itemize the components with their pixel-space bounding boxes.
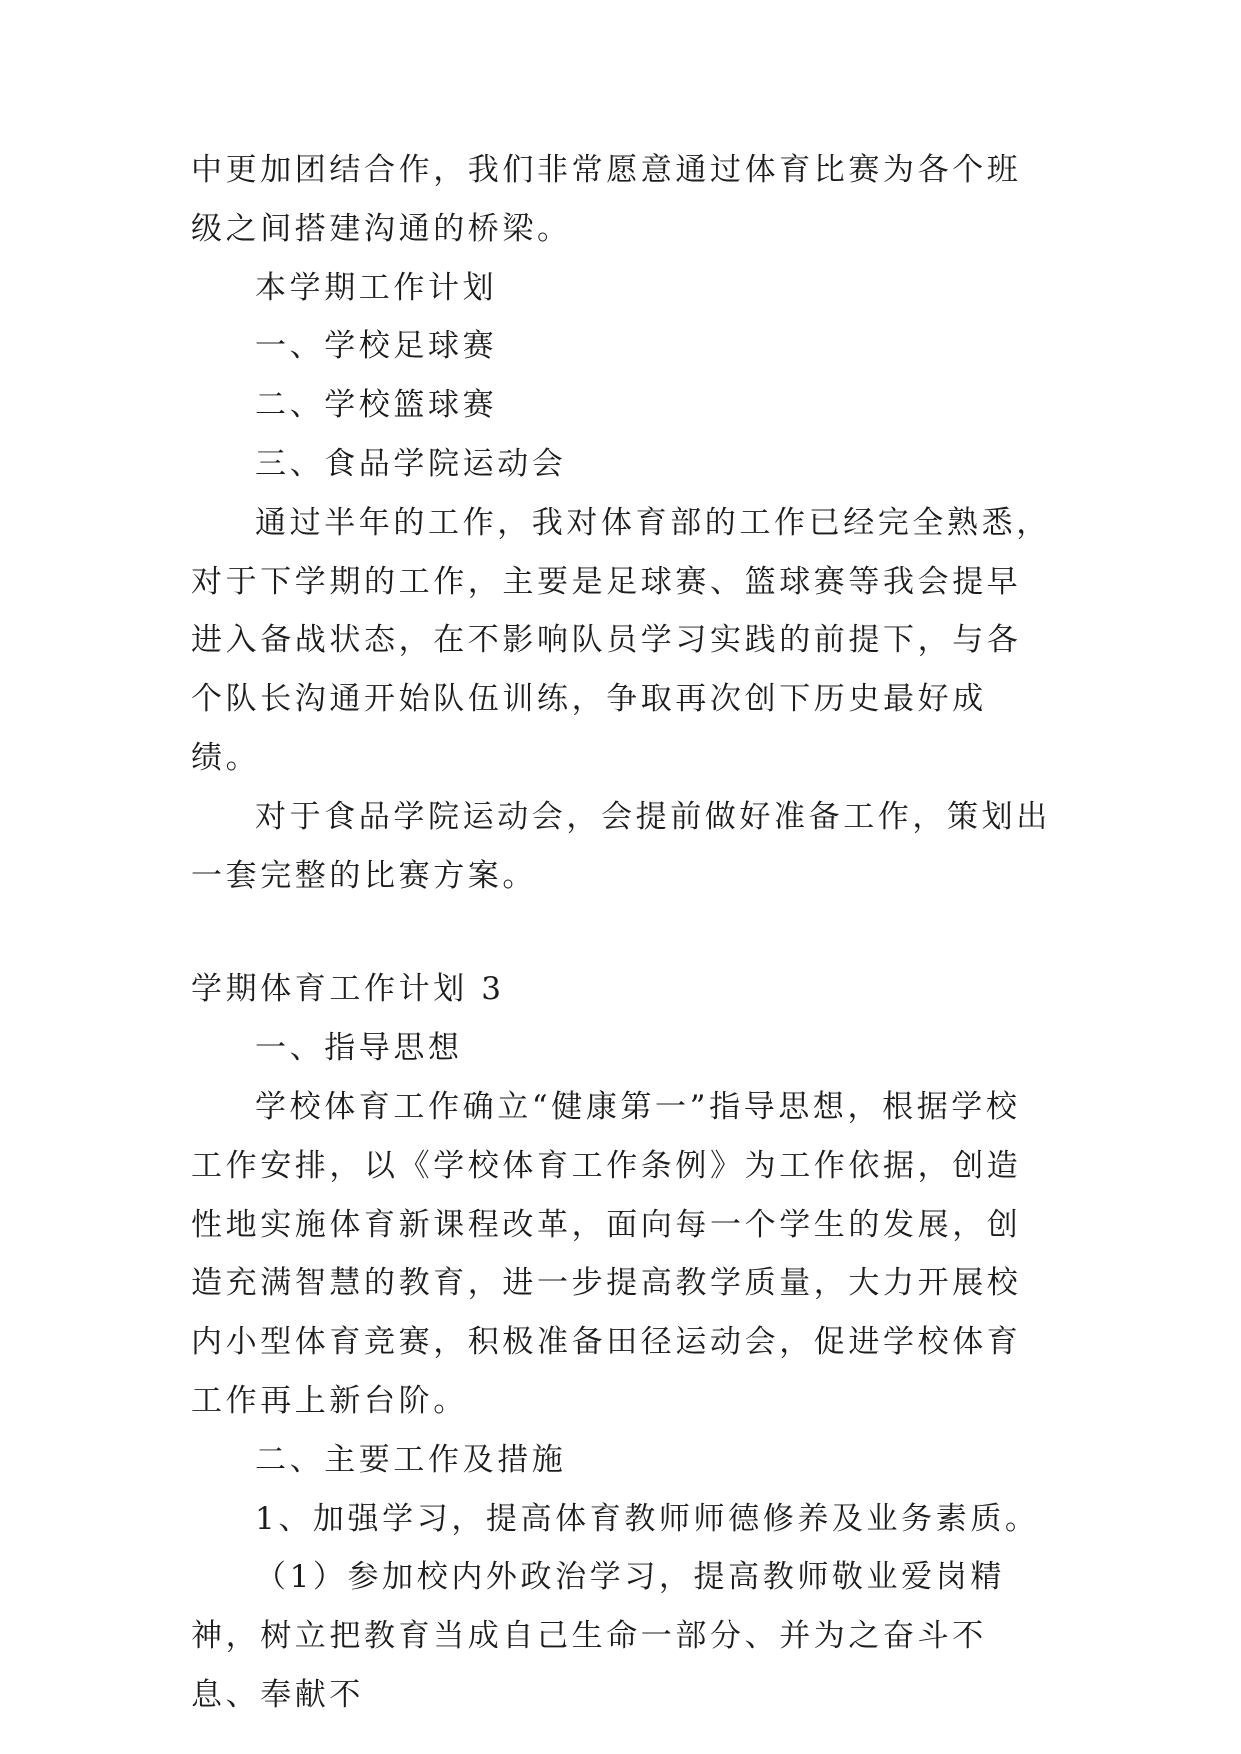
paragraph: 通过半年的工作，我对体育部的工作已经完全熟悉，对于下学期的工作，主要是足球赛、篮球赛等我会提早进入备战状态，在不影响队员学习实践的前提下，与各个队长沟通开始队伍训练，争取再次创下历史最好成绩。 bbox=[191, 504, 1051, 776]
paragraph: 1、加强学习，提高体育教师师德修养及业务素质。 bbox=[255, 1500, 1040, 1537]
plan-heading: 本学期工作计划 bbox=[255, 269, 498, 306]
section-gap bbox=[191, 905, 1053, 960]
subheading: 一、指导思想 bbox=[255, 1030, 463, 1067]
document-body bbox=[191, 141, 1053, 1725]
subheading: 二、主要工作及措施 bbox=[255, 1441, 567, 1478]
plan-item: 二、学校篮球赛 bbox=[255, 387, 498, 424]
paragraph: 学校体育工作确立“健康第一”指导思想，根据学校工作安排，以《学校体育工作条例》为工作依据，创造性地实施体育新课程改革，面向每一个学生的发展，创造充满智慧的教育，进一步提高教学质量，大力开展校内小型体育竞赛，积极准备田径运动会，促进学校体育工作再上新台阶。 bbox=[191, 1088, 1022, 1419]
paragraph: 对于食品学院运动会，会提前做好准备工作，策划出一套完整的比赛方案。 bbox=[191, 798, 1051, 894]
paragraph: （1）参加校内外政治学习，提高教师敬业爱岗精神，树立把教育当成自己生命一部分、并为之奋斗不息、奉献不 bbox=[191, 1559, 1005, 1713]
section-title: 学期体育工作计划 3 bbox=[191, 971, 505, 1008]
paragraph: 中更加团结合作，我们非常愿意通过体育比赛为各个班级之间搭建沟通的桥梁。 bbox=[191, 152, 1022, 247]
plan-item: 一、学校足球赛 bbox=[255, 328, 498, 365]
plan-item: 三、食品学院运动会 bbox=[255, 445, 567, 482]
